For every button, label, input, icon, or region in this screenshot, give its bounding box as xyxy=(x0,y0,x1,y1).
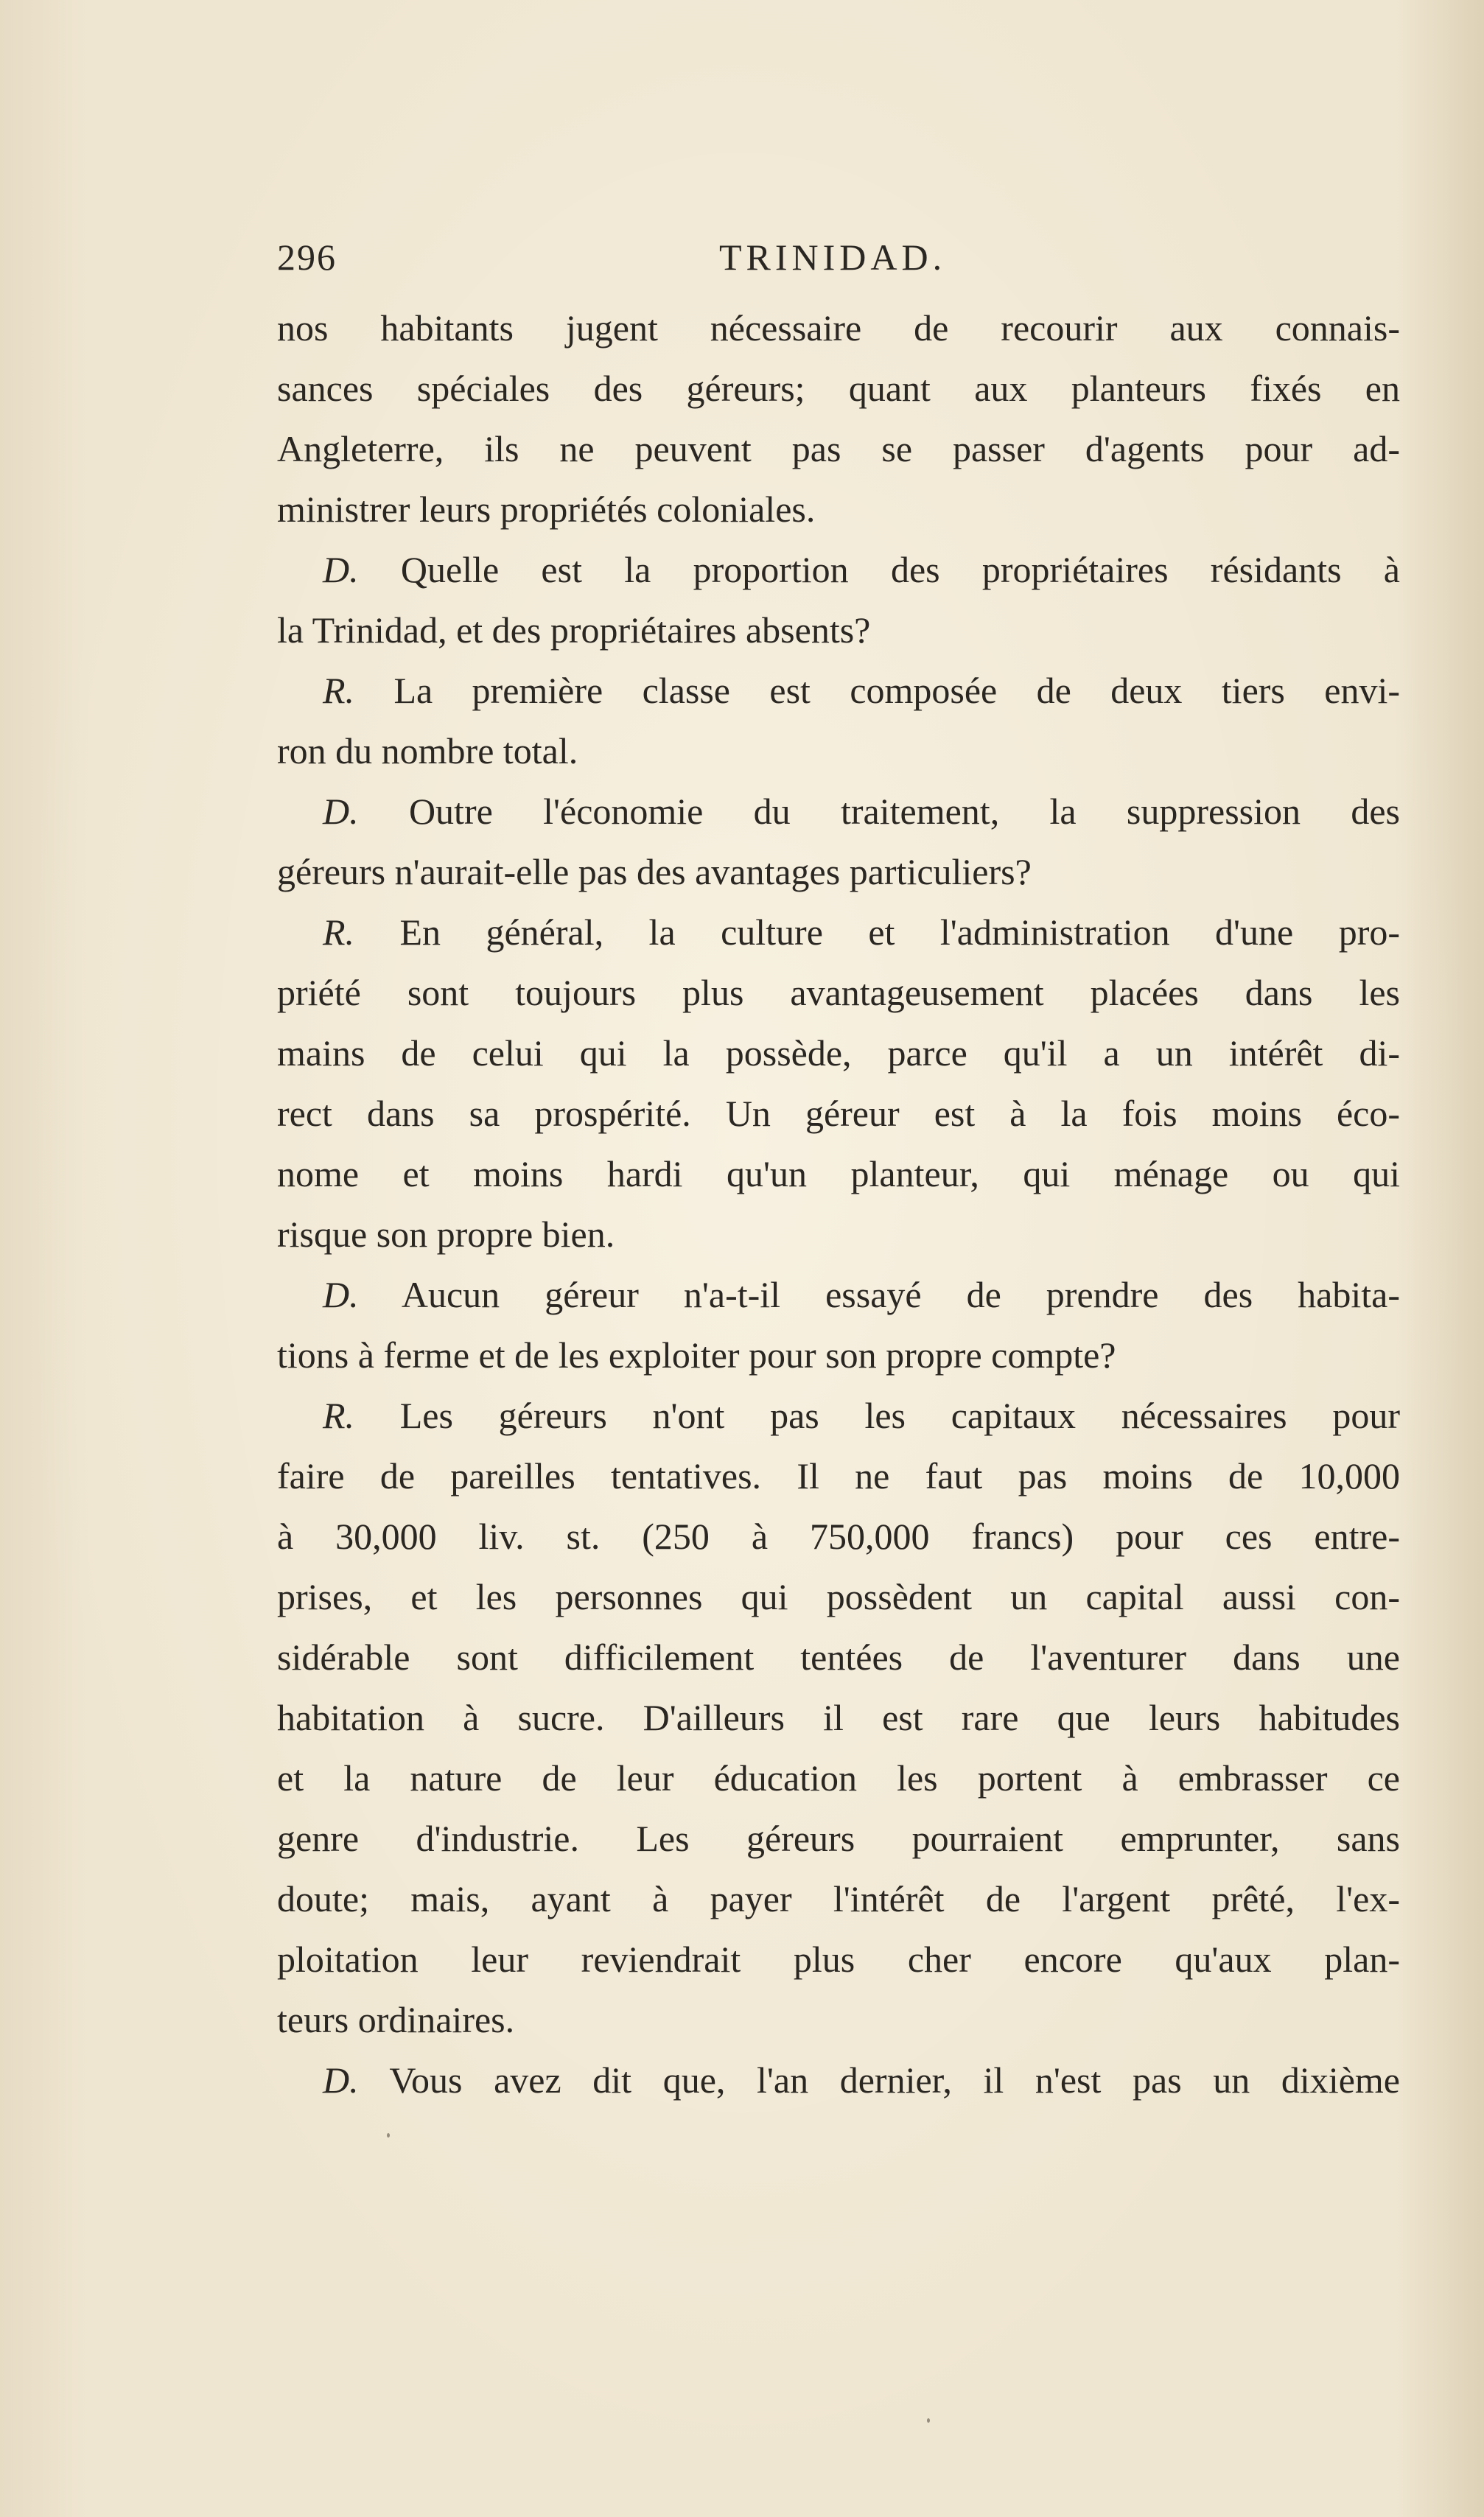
text-line xyxy=(277,841,1400,902)
text-line xyxy=(277,962,1400,1023)
text-line xyxy=(277,1023,1400,1083)
text-line xyxy=(277,1144,1400,1204)
text-line xyxy=(277,1748,1400,1808)
ink-speck xyxy=(927,2418,930,2423)
line-text: Aucun géreur n'a-t-il essayé de prendre des habita- xyxy=(401,1274,1400,1315)
text-line xyxy=(277,298,1400,358)
text-line xyxy=(277,2050,1400,2110)
line-text: teurs ordinaires. xyxy=(277,1999,515,2040)
text-line xyxy=(277,1204,1400,1264)
speaker-label: R. xyxy=(323,1395,355,1436)
line-text: genre d'industrie. Les géreurs pourraient emprunter, sans xyxy=(277,1818,1400,1859)
line-text: En général, la culture et l'administration d'une pro- xyxy=(399,911,1400,953)
text-line xyxy=(277,1808,1400,1869)
text-line xyxy=(277,1566,1400,1627)
line-text: ministrer leurs propriétés coloniales. xyxy=(277,489,816,530)
text-line xyxy=(277,1627,1400,1687)
line-text: habitation à sucre. D'ailleurs il est rare que leurs habitudes xyxy=(277,1697,1400,1738)
running-title: TRINIDAD. xyxy=(719,237,947,278)
text-line xyxy=(277,1385,1400,1446)
text-line xyxy=(277,781,1400,841)
text-line xyxy=(277,902,1400,962)
line-text: sidérable sont difficilement tentées de l'aventurer dans une xyxy=(277,1636,1400,1678)
line-text: nos habitants jugent nécessaire de recourir aux connais- xyxy=(277,307,1400,349)
line-text: priété sont toujours plus avantageusement placées dans les xyxy=(277,972,1400,1013)
ink-speck xyxy=(387,2133,390,2138)
line-text: risque son propre bien. xyxy=(277,1214,615,1255)
line-text: Vous avez dit que, l'an dernier, il n'est pas un dixième xyxy=(389,2059,1400,2101)
line-text: sances spéciales des géreurs; quant aux planteurs fixés en xyxy=(277,368,1400,409)
line-text: ron du nombre total. xyxy=(277,730,578,771)
page-number: 296 xyxy=(277,237,337,278)
line-text: prises, et les personnes qui possèdent un capital aussi con- xyxy=(277,1576,1400,1617)
text-line xyxy=(277,419,1400,479)
line-text: nome et moins hardi qu'un planteur, qui ménage ou qui xyxy=(277,1153,1400,1194)
line-text: doute; mais, ayant à payer l'intérêt de l'argent prêté, l'ex- xyxy=(277,1878,1400,1919)
text-line xyxy=(277,479,1400,539)
speaker-label: D. xyxy=(323,1274,359,1315)
speaker-label: R. xyxy=(323,670,355,711)
line-text: faire de pareilles tentatives. Il ne faut pas moins de 10,000 xyxy=(277,1455,1400,1496)
line-text: rect dans sa prospérité. Un géreur est à la fois moins éco- xyxy=(277,1093,1400,1134)
line-text: ploitation leur reviendrait plus cher encore qu'aux plan- xyxy=(277,1939,1400,1980)
text-line xyxy=(277,1687,1400,1748)
line-text: Angleterre, ils ne peuvent pas se passer d'agents pour ad- xyxy=(277,428,1400,469)
text-line xyxy=(277,1446,1400,1506)
line-text: géreurs n'aurait-elle pas des avantages particuliers? xyxy=(277,851,1032,892)
line-text: Outre l'économie du traitement, la suppression des xyxy=(408,791,1400,832)
line-text: tions à ferme et de les exploiter pour son propre compte? xyxy=(277,1334,1116,1376)
text-line xyxy=(277,1869,1400,1929)
text-line xyxy=(277,721,1400,781)
text-line xyxy=(277,1264,1400,1325)
line-text: la Trinidad, et des propriétaires absents? xyxy=(277,609,871,651)
text-line xyxy=(277,660,1400,721)
text-line xyxy=(277,1929,1400,1989)
text-line xyxy=(277,358,1400,419)
text-line xyxy=(277,1083,1400,1144)
speaker-label: D. xyxy=(323,2059,359,2101)
text-line xyxy=(277,1506,1400,1566)
speaker-label: D. xyxy=(323,549,359,590)
text-line xyxy=(277,1325,1400,1385)
line-text: à 30,000 liv. st. (250 à 750,000 francs) pour ces entre- xyxy=(277,1516,1400,1557)
text-line xyxy=(277,600,1400,660)
body-text xyxy=(277,298,1400,2110)
text-line xyxy=(277,1989,1400,2050)
text-line xyxy=(277,539,1400,600)
speaker-label: R. xyxy=(323,911,355,953)
line-text: mains de celui qui la possède, parce qu'il a un intérêt di- xyxy=(277,1032,1400,1074)
page-header xyxy=(277,236,1400,287)
line-text: La première classe est composée de deux tiers envi- xyxy=(393,670,1401,711)
line-text: Les géreurs n'ont pas les capitaux nécessaires pour xyxy=(399,1395,1400,1436)
line-text: Quelle est la proportion des propriétaires résidants à xyxy=(400,549,1401,590)
speaker-label: D. xyxy=(323,791,359,832)
line-text: et la nature de leur éducation les portent à embrasser ce xyxy=(277,1757,1400,1799)
